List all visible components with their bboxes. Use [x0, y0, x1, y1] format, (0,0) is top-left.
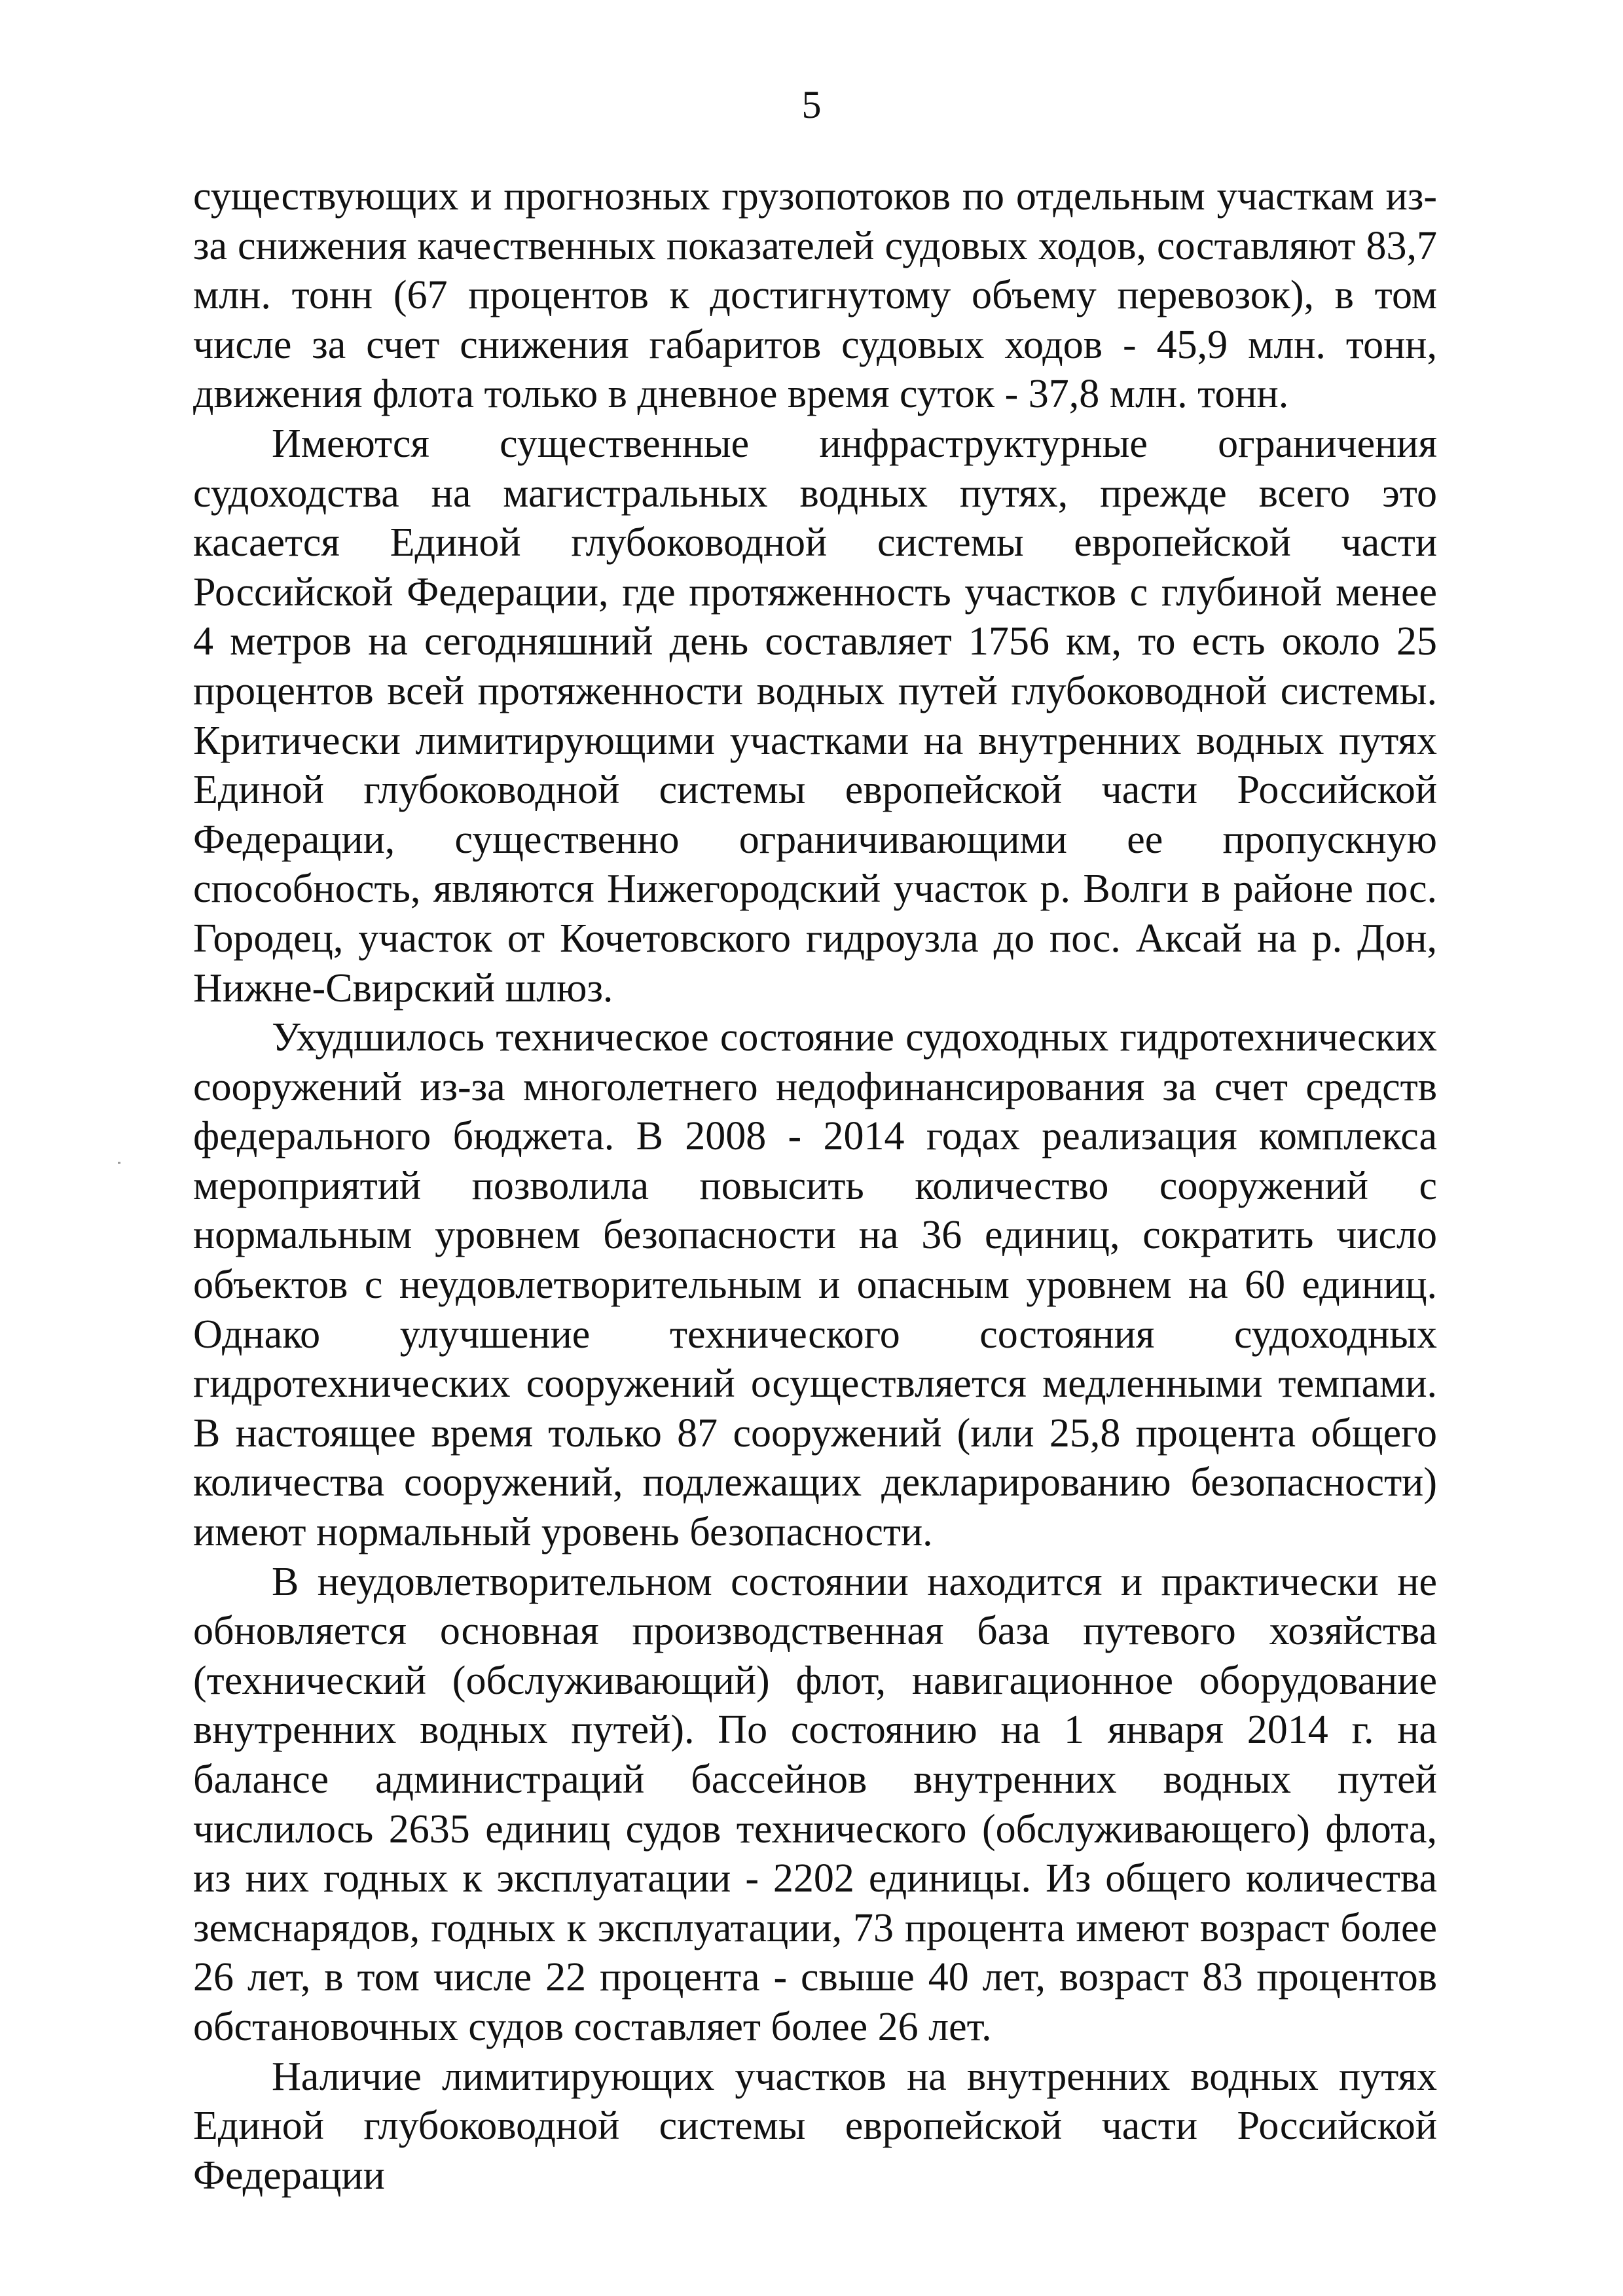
paragraph-limiting-sections: Наличие лимитирующих участков на внутренних водных путях Единой глубоководной системы европейской части Российской Федерации [193, 2054, 1437, 2198]
paragraph-cargo-flows: существующих и прогнозных грузопотоков по отдельным участкам из-за снижения качественных показателей судовых ходов, составляют 83,7 млн. тонн (67 процентов к достигнутому объему перевозок), в том числе за счет снижения габаритов судовых ходов - 45,9 млн. тонн, движения флота только в дневное время суток - 37,8 млн. тонн. [193, 174, 1437, 417]
paragraph-hydrotechnical-condition: Ухудшилось техническое состояние судоходных гидротехнических сооружений из-за многолетнего недофинансирования за счет средств федерального бюджета. В 2008 - 2014 годах реализация комплекса мероприятий позволила повысить количество сооружений с нормальным уровнем безопасности на 36 единиц, сократить число объектов с неудовлетворительным и опасным уровнем на 60 единиц. Однако улучшение технического состояния судоходных гидротехнических сооружений осуществляется медленными темпами. В настоящее время только 87 сооружений (или 25,8 процента общего количества сооружений, подлежащих декларированию безопасности) имеют нормальный уровень безопасности. [193, 1015, 1437, 1555]
paragraph-infrastructure-limits: Имеются существенные инфраструктурные ограничения судоходства на магистральных водных путях, прежде всего это касается Единой глубоководной системы европейской части Российской Федерации, где протяженность участков с глубиной менее 4 метров на сегодняшний день составляет 1756 км, то есть около 25 процентов всей протяженности водных путей глубоководной системы. Критически лимитирующими участками на внутренних водных путях Единой глубоководной системы европейской части Российской Федерации, существенно ограничивающими ее пропускную способность, являются Нижегородский участок р. Волги в районе пос. Городец, участок от Кочетовского гидроузла до пос. Аксай на р. Дон, Нижне-Свирский шлюз. [193, 421, 1437, 1011]
page-number: 5 [801, 83, 822, 126]
scan-speck [118, 1162, 120, 1164]
paragraph-technical-fleet: В неудовлетворительном состоянии находится и практически не обновляется основная производственная база путевого хозяйства (технический (обслуживающий) флот, навигационное оборудование внутренних водных путей). По состоянию на 1 января 2014 г. на балансе администраций бассейнов внутренних водных путей числилось 2635 единиц судов технического (обслуживающего) флота, из них годных к эксплуатации - 2202 единицы. Из общего количества земснарядов, годных к эксплуатации, 73 процента имеют возраст более 26 лет, в том числе 22 процента - свыше 40 лет, возраст 83 процентов обстановочных судов составляет более 26 лет. [193, 1559, 1437, 2049]
document-body [193, 172, 1437, 2200]
